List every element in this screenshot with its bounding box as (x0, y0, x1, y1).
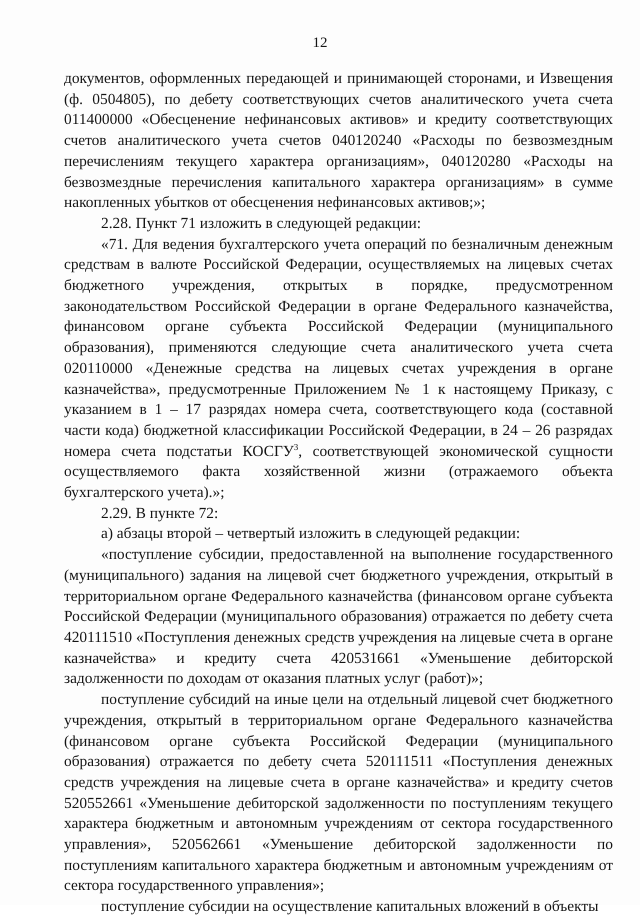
paragraph-subsidy-capital: поступление субсидии на осуществление капитальных вложений в объекты (101, 898, 599, 916)
footnote-mark: 3 (293, 441, 299, 452)
paragraph-item-71-text: «71. Для ведения бухгалтерского учета операций по безналичным денежным средствам в валюте Российской Федерации, осуществляемых на лицевых счетах бюджетного учреждения, открытых в порядке, предусмотренном законодательством Российской Федерации в органе Федерального казначейства, финансовом органе субъекта Российской Федерации (муниципального образования), применяются следующие счета аналитического учета счета 020110000 «Денежные средства на лицевых счетах учреждения в органе казначейства», предусмотренные Приложением № 1 к настоящему Приказу, с указанием в 1 – 17 разрядах номера счета, соответствующего кода (составной части кода) бюджетной классификации Российской Федерации, в 24 – 26 разрядах номера счета подстатьи КОСГУ (64, 235, 613, 460)
paragraph-continuation: документов, оформленных передающей и принимающей сторонами, и Извещения (ф. 0504805), по дебету соответствующих счетов аналитического учета счета 011400000 «Обесценение нефинансовых активов» и кредиту соответствующих счетов аналитического учета счетов 040120240 «Расходы по безвозмездным перечислениям текущего характера организациям», 040120280 «Расходы на безвозмездные перечисления капитального характера организациям» в сумме накопленных убытков от обесценения нефинансовых активов;»; (64, 70, 613, 212)
paragraph-item-71 (64, 235, 613, 504)
paragraph-subsidy-state-task: «поступление субсидии, предоставленной на выполнение государственного (муниципального) задания на лицевой счет бюджетного учреждения, открытый в территориальном органе Федерального казначейства (финансовом органе субъекта Российской Федерации (муниципального образования) отражается по дебету счета 420111510 «Поступления денежных средств учреждения на лицевые счета в органе казначейства» и кредиту счета 420531661 «Уменьшение дебиторской задолженности по доходам от оказания платных услуг (работ)»; (64, 546, 613, 688)
paragraph-subitem-a: а) абзацы второй – четвертый изложить в следующей редакции: (101, 525, 521, 543)
paragraph-item-71-tail: , соответствующей экономической сущности осуществляемого факта хозяйственной жизни (отражаемого объекта бухгалтерского учета).»; (64, 442, 613, 502)
page-body (64, 69, 613, 918)
page-number: 12 (312, 35, 328, 51)
paragraph-2-29: 2.29. В пункте 72: (101, 504, 219, 522)
paragraph-subsidy-other-purposes: поступление субсидий на иные цели на отдельный лицевой счет бюджетного учреждения, открытый в территориальном органе Федерального казначейства (финансовом органе субъекта Российской Федерации (муниципального образования) отражается по дебету счета 520111511 «Поступления денежных средств учреждения на лицевые счета в органе казначейства» и кредиту счетов 520552661 «Уменьшение дебиторской задолженности по поступлениям текущего характера бюджетным и автономным учреждениям от сектора государственного управления», 520562661 «Уменьшение дебиторской задолженности по поступлениям капитального характера бюджетным и автономным учреждениям от сектора государственного управления»; (64, 691, 613, 895)
paragraph-2-28: 2.28. Пункт 71 изложить в следующей редакции: (101, 214, 422, 232)
